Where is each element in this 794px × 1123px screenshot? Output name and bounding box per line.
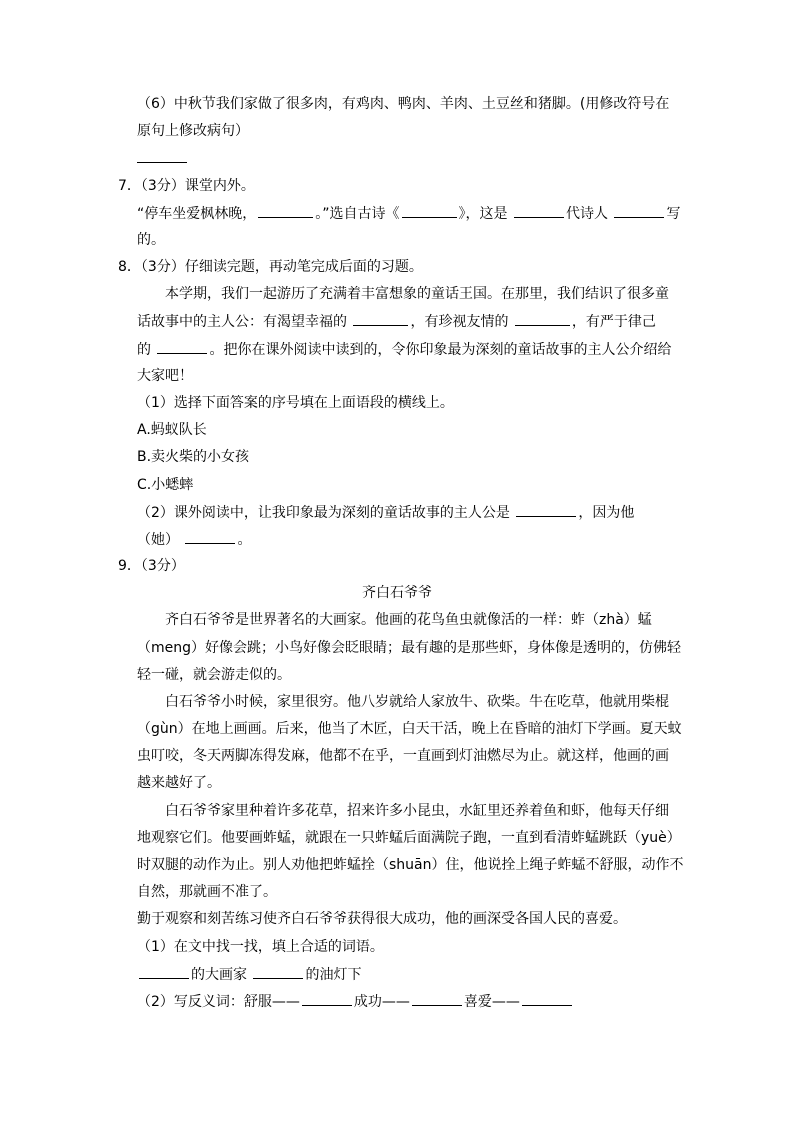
q8-text: ，有珍视友情的: [410, 314, 509, 330]
q8-text: 的: [137, 342, 151, 358]
q9-heading: 9．（3分）: [118, 558, 185, 574]
q8-blank-2[interactable]: [515, 311, 570, 326]
passage-p3-line4: 自然，那就画不准了。: [137, 884, 277, 900]
q8-sub2-line1: [137, 502, 634, 523]
passage-p1-line2: （meng）好像会跳；小鸟好像会眨眼睛；最有趣的是那些虾，身体像是透明的，仿佛轻: [137, 640, 682, 656]
passage-p4: 勤于观察和刻苦练习使齐白石爷爷获得很大成功，他的画深受各国人民的喜爱。: [137, 911, 627, 927]
q8-blank-3[interactable]: [157, 339, 207, 354]
q9-text: 的油灯下: [305, 967, 362, 983]
q8-para-line3: [137, 339, 671, 360]
passage-p3-line3: 时双腿的动作为止。别人劝他把蚱蜢拴（shuān）住，他说拴上绳子蚱蜢不舒服，动作不: [137, 857, 684, 873]
q6-line2: 原句上修改病句）: [137, 123, 249, 139]
q8-text: 话故事中的主人公：有渴望幸福的: [137, 314, 347, 330]
q7-blank-poem-line[interactable]: [258, 203, 313, 218]
q7-line1: [137, 203, 680, 224]
q7-text-e: 写: [666, 206, 681, 222]
q9-sub1: （1）在文中找一找，填上合适的词语。: [137, 939, 384, 955]
q8-text: ，因为他: [578, 505, 635, 521]
passage-p1-line1: 齐白石爷爷是世界著名的大画家。他画的花鸟鱼虫就像活的一样：蚱（zhà）蜢: [165, 612, 652, 628]
q8-option-c: C.小蟋蟀: [137, 477, 194, 493]
q7-heading: 7．（3分）课堂内外。: [118, 178, 255, 194]
q9-sub1-fills: [137, 964, 361, 985]
q9-blank-painter-adj[interactable]: [139, 964, 189, 979]
q8-heading: 8．（3分）仔细读完题，再动笔完成后面的习题。: [118, 259, 423, 275]
q6-line1: （6）中秋节我们家做了很多肉，有鸡肉、鸭肉、羊肉、土豆丝和猪脚。(用修改符号在: [137, 96, 670, 112]
passage-p2-line4: 越来越好了。: [137, 775, 221, 791]
q8-text: ，有严于律己: [571, 314, 656, 330]
q9-blank-antonym-1[interactable]: [302, 991, 352, 1006]
q7-line2: 的。: [137, 232, 165, 248]
q8-option-a: A.蚂蚁队长: [137, 422, 207, 438]
passage-p3-line1: 白石爷爷家里种着许多花草，招来许多小昆虫，水缸里还养着鱼和虾，他每天仔细: [165, 803, 669, 819]
q8-text: （她）: [137, 532, 179, 548]
passage-p3-line2: 地观察它们。他要画蚱蜢，就跟在一只蚱蜢后面满院子跑，一直到看清蚱蜢跳跃（yuè）: [137, 830, 681, 846]
q9-text: 成功——: [353, 994, 410, 1010]
q9-blank-antonym-3[interactable]: [522, 991, 572, 1006]
q8-blank-1[interactable]: [353, 311, 408, 326]
q7-blank-poem-title[interactable]: [402, 203, 457, 218]
q7-text-b: 。”选自古诗《: [315, 206, 400, 222]
q7-text-d: 代诗人: [565, 206, 608, 222]
q8-sub2-line2: [137, 529, 251, 550]
passage-p2-line2: （gùn）在地上画画。后来，他当了木匠，白天干活，晚上在昏暗的油灯下学画。夏天蚊: [137, 721, 682, 737]
q8-sub1: （1）选择下面答案的序号填在上面语段的横线上。: [137, 395, 454, 411]
q8-para-line1: 本学期，我们一起游历了充满着丰富想象的童话王国。在那里，我们结识了很多童: [165, 286, 669, 302]
q8-text: （2）课外阅读中，让我印象最为深刻的童话故事的主人公是: [137, 505, 510, 521]
q8-blank-protagonist[interactable]: [516, 502, 576, 517]
q9-text: 喜爱——: [463, 994, 520, 1010]
q7-blank-poet[interactable]: [614, 203, 664, 218]
q7-text-c: 》，这是: [458, 206, 508, 222]
q8-option-b: B.卖火柴的小女孩: [137, 449, 250, 465]
q8-para-line2: [137, 311, 656, 332]
q8-blank-reason[interactable]: [185, 529, 235, 544]
q6-answer-blank[interactable]: [137, 162, 187, 163]
q9-blank-antonym-2[interactable]: [412, 991, 462, 1006]
passage-p2-line3: 虫叮咬，冬天两脚冻得发麻，他都不在乎，一直画到灯油燃尽为止。就这样，他画的画: [137, 748, 669, 764]
q7-text-a: “停车坐爱枫林晚，: [137, 206, 257, 222]
q9-blank-lamp-adj[interactable]: [253, 964, 303, 979]
q9-text: 的大画家: [191, 967, 247, 983]
q8-text: 。把你在课外阅读中读到的，令你印象最为深刻的童话故事的主人公介绍给: [209, 342, 672, 358]
q9-text: （2）写反义词：舒服——: [137, 994, 300, 1010]
q8-para-line4: 大家吧！: [137, 368, 193, 384]
passage-p2-line1: 白石爷爷小时候，家里很穷。他八岁就给人家放牛、砍柴。牛在吃草，他就用柴棍: [165, 694, 669, 710]
passage-title: 齐白石爷爷: [362, 585, 432, 601]
q7-blank-dynasty[interactable]: [514, 203, 564, 218]
passage-p1-line3: 轻一碰，就会游走似的。: [137, 667, 291, 683]
q8-text: 。: [237, 532, 252, 548]
q9-sub2: [137, 991, 574, 1012]
